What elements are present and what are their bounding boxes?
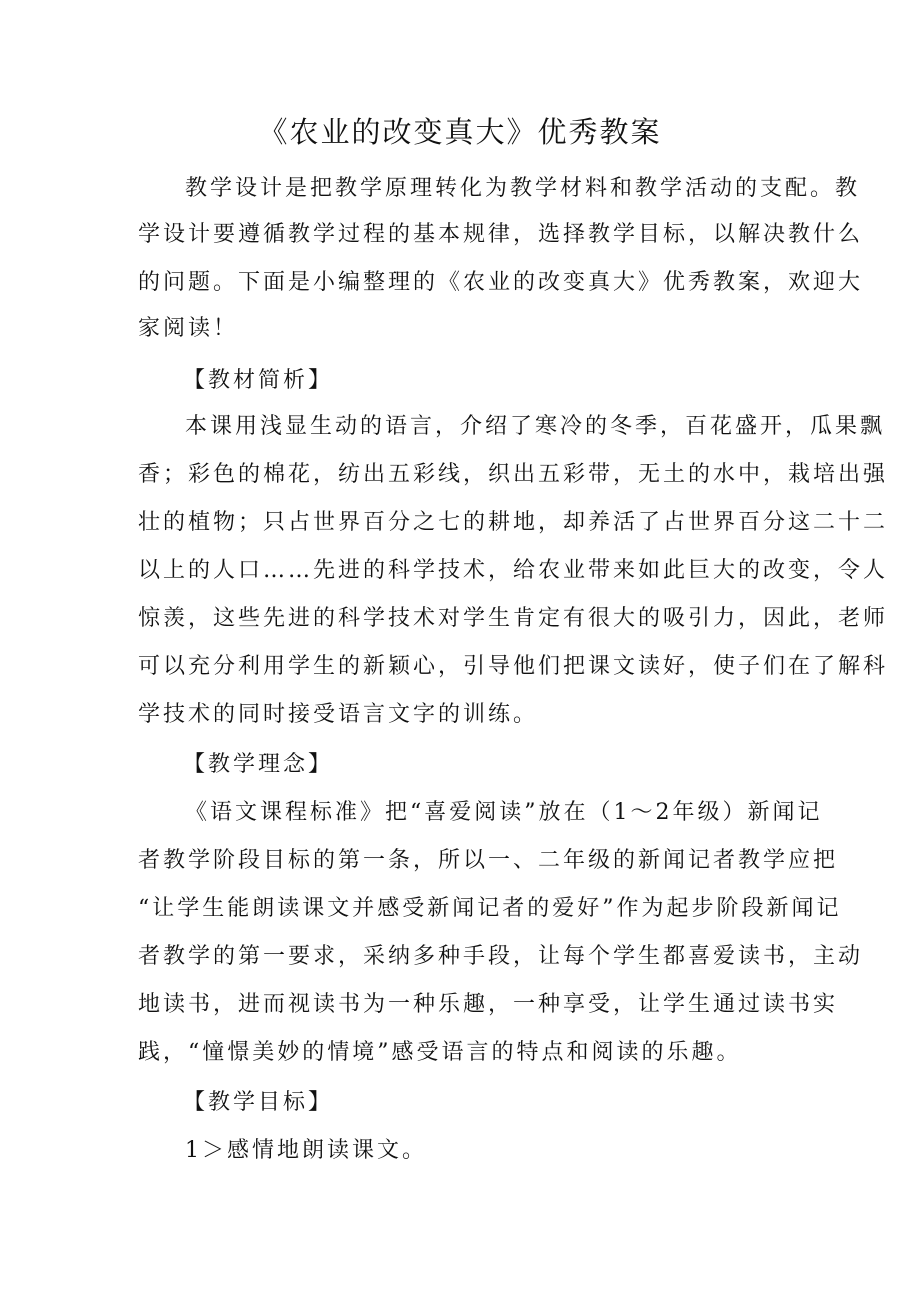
intro-line: 学设计要遵循教学过程的基本规律，选择教学目标，以解决教什么: [138, 222, 864, 247]
section-paragraph-line: 香；彩色的棉花，纺出五彩线，织出五彩带，无土的水中，栽培出强: [138, 462, 889, 487]
section-paragraph-line: 以上的人口……先进的科学技术，给农业带来如此巨大的改变，令人: [138, 558, 889, 583]
section-heading-textbook-analysis: 【教材简析】: [183, 368, 334, 393]
intro-line: 家阅读！: [138, 316, 239, 341]
section-paragraph-line: 本课用浅显生动的语言，介绍了寒冷的冬季，百花盛开，瓜果飘: [185, 414, 886, 439]
section-paragraph-line: 壮的植物；只占世界百分之七的耕地，却养活了占世界百分这二十二: [138, 510, 889, 535]
section-paragraph-line: “让学生能朗读课文并感受新闻记者的爱好”作为起步阶段新闻记: [138, 896, 842, 921]
intro-line: 教学设计是把教学原理转化为教学材料和教学活动的支配。教: [185, 176, 861, 201]
section-paragraph-line: 1＞感情地朗读课文。: [185, 1138, 427, 1163]
section-paragraph-line: 惊羡，这些先进的科学技术对学生肯定有很大的吸引力，因此，老师: [138, 606, 889, 631]
section-paragraph-line: 者教学的第一要求，采纳多种手段，让每个学生都喜爱读书，主动: [138, 944, 864, 969]
document-title: 《农业的改变真大》优秀教案: [258, 115, 662, 149]
section-paragraph-line: 学技术的同时接受语言文字的训练。: [138, 702, 539, 727]
intro-line: 的问题。下面是小编整理的《农业的改变真大》优秀教案，欢迎大: [138, 270, 864, 295]
section-paragraph-line: 地读书，进而视读书为一种乐趣，一种享受，让学生通过读书实: [138, 992, 839, 1017]
section-paragraph-line: 者教学阶段目标的第一条，所以一、二年级的新闻记者教学应把: [138, 848, 839, 873]
section-heading-teaching-goals: 【教学目标】: [183, 1090, 334, 1115]
section-heading-teaching-philosophy: 【教学理念】: [183, 752, 334, 777]
section-paragraph-line: 《语文课程标准》把“喜爱阅读”放在（1～2年级）新闻记: [185, 800, 823, 825]
section-paragraph-line: 可以充分利用学生的新颖心，引导他们把课文读好，使子们在了解科: [138, 654, 889, 679]
section-paragraph-line: 践，“憧憬美妙的情境”感受语言的特点和阅读的乐趣。: [138, 1040, 742, 1065]
